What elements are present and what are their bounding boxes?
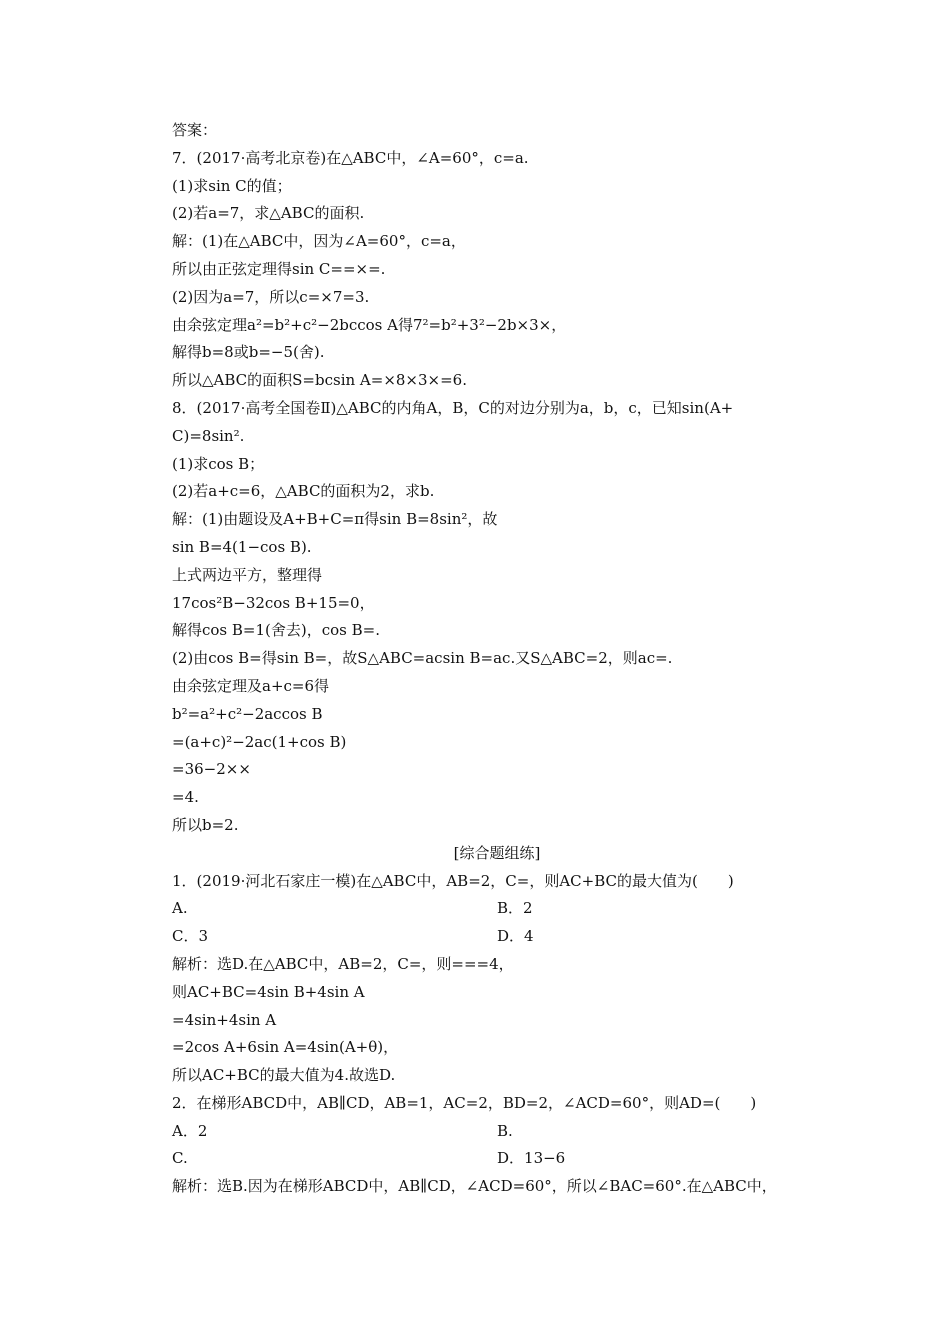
solution-line: sin B=4(1−cos B).: [172, 537, 312, 556]
option-c: C．3: [172, 927, 209, 946]
solution-line: (2)因为a=7，所以c=×7=3.: [172, 287, 370, 306]
question-1-stem: 1．(2019·河北石家庄一模)在△ABC中，AB=2，C=，则AC+BC的最大值为( ): [172, 871, 734, 890]
question-1-solution: =4sin+4sin A: [172, 1010, 277, 1029]
option-b: B．2: [497, 899, 533, 918]
question-2-stem: 2．在梯形ABCD中，AB∥CD，AB=1，AC=2，BD=2，∠ACD=60°，则AD=( ): [172, 1093, 757, 1112]
option-d: D．13−6: [497, 1149, 566, 1168]
solution-line: 解得b=8或b=−5(舍).: [172, 343, 325, 362]
question-2-options-row-2: [172, 1145, 822, 1173]
section-title: [综合题组练]: [453, 843, 541, 862]
answer-label: 答案：: [172, 121, 218, 139]
solution-line: 上式两边平方，整理得: [172, 565, 323, 584]
option-a: A．2: [172, 1121, 208, 1140]
solution-line: b²=a²+c²−2accos B: [172, 704, 323, 723]
problem-7-part-2: (2)若a=7，求△ABC的面积.: [172, 204, 365, 223]
question-1-solution: 解析：选D.在△ABC中，AB=2，C=，则===4，: [172, 954, 514, 973]
solution-line: 所以b=2.: [172, 815, 239, 834]
solution-line: (2)由cos B=得sin B=，故S△ABC=acsin B=ac.又S△ABC=2，则ac=.: [172, 649, 673, 668]
question-2-options-row-1: [172, 1118, 822, 1146]
question-1-options-row-1: [172, 895, 822, 923]
solution-line: 解得cos B=1(舍去)，cos B=.: [172, 621, 380, 640]
document-body: [172, 117, 822, 1201]
option-b: B.: [497, 1121, 513, 1140]
question-1-solution: 所以AC+BC的最大值为4.故选D.: [172, 1066, 396, 1085]
problem-7-stem: 7．(2017·高考北京卷)在△ABC中，∠A=60°，c=a.: [172, 148, 529, 167]
question-1-solution: =2cos A+6sin A=4sin(A+θ)，: [172, 1038, 399, 1057]
problem-7-part-1: (1)求sin C的值；: [172, 176, 292, 195]
solution-line: 由余弦定理及a+c=6得: [172, 676, 330, 695]
solution-line: 所以△ABC的面积S=bcsin A=×8×3×=6.: [172, 371, 467, 390]
problem-8-part-1: (1)求cos B；: [172, 454, 265, 473]
solution-line: =4.: [172, 788, 199, 807]
solution-line: 17cos²B−32cos B+15=0，: [172, 593, 375, 612]
question-2-solution: 解析：选B.因为在梯形ABCD中，AB∥CD，∠ACD=60°，所以∠BAC=60°.在△ABC中，: [172, 1177, 777, 1196]
problem-8-stem: 8．(2017·高考全国卷Ⅱ)△ABC的内角A，B，C的对边分别为a，b，c，已知sin(A+: [172, 398, 734, 417]
solution-line: 由余弦定理a²=b²+c²−2bccos A得7²=b²+3²−2b×3×，: [172, 315, 567, 334]
option-a: A.: [172, 899, 188, 918]
solution-line: 解：(1)由题设及A+B+C=π得sin B=8sin²，故: [172, 510, 498, 529]
problem-8-part-2: (2)若a+c=6，△ABC的面积为2，求b.: [172, 482, 435, 501]
solution-line: 解：(1)在△ABC中，因为∠A=60°，c=a，: [172, 232, 466, 251]
problem-8-stem-cont: C)=8sin².: [172, 426, 245, 445]
question-1-options-row-2: [172, 923, 822, 951]
option-d: D．4: [497, 927, 534, 946]
option-c: C.: [172, 1149, 188, 1168]
solution-line: =36−2××: [172, 760, 251, 779]
solution-line: =(a+c)²−2ac(1+cos B): [172, 732, 347, 751]
solution-line: 所以由正弦定理得sin C==×=.: [172, 259, 386, 278]
question-1-solution: 则AC+BC=4sin B+4sin A: [172, 982, 365, 1001]
